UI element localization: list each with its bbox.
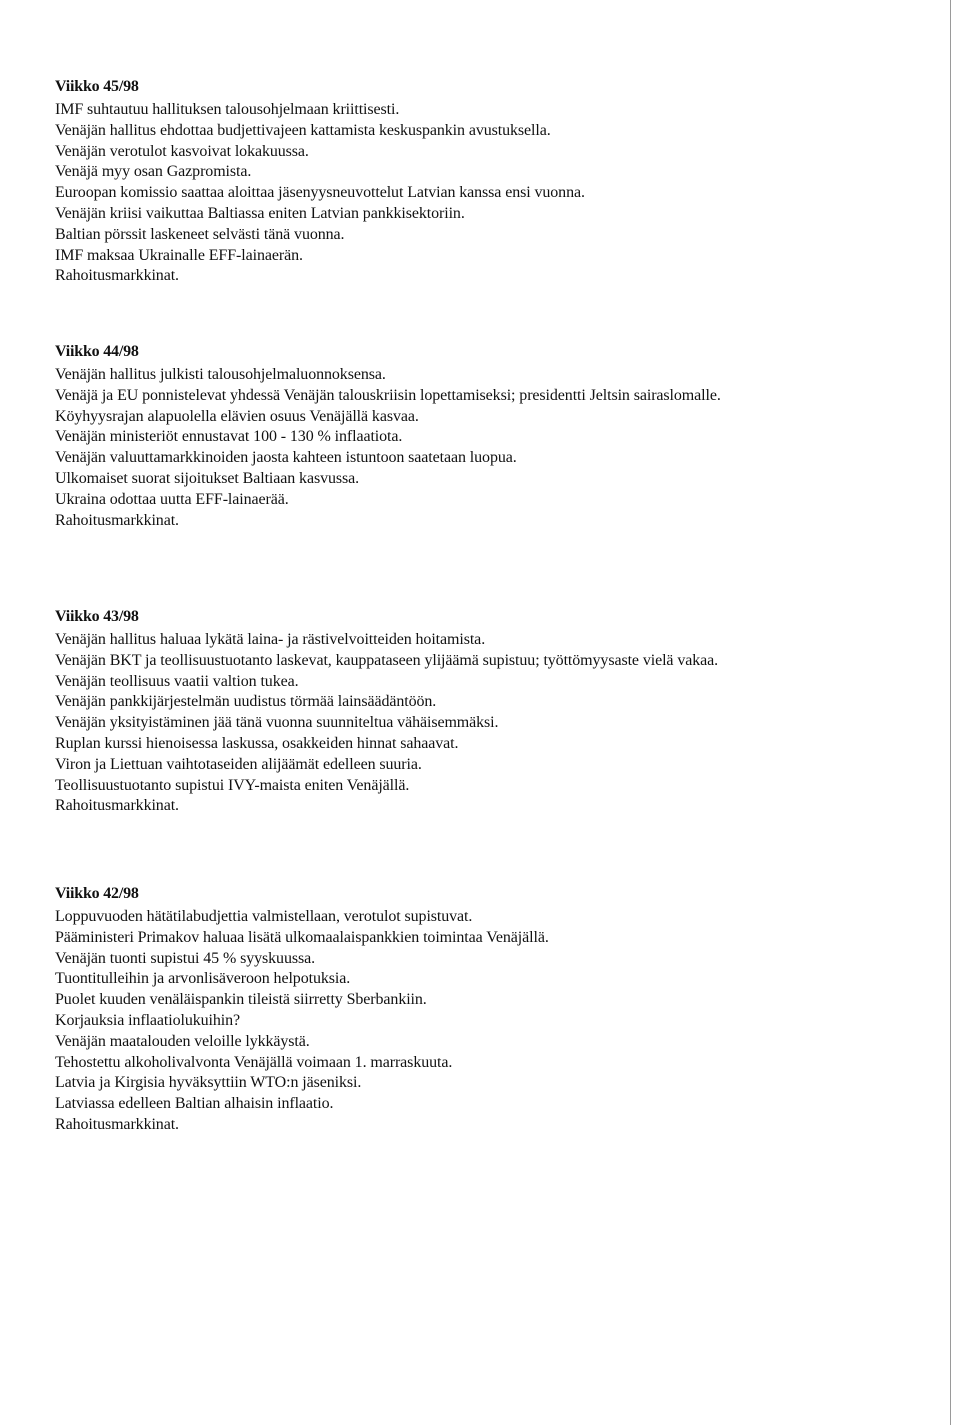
news-item: Loppuvuoden hätätilabudjettia valmistellaan, verotulot supistuvat. (55, 908, 473, 925)
section-title: Viikko 42/98 (55, 885, 139, 902)
news-item: Venäjän verotulot kasvoivat lokakuussa. (55, 142, 309, 160)
news-item: Tehostettu alkoholivalvonta Venäjällä voimaan 1. marraskuuta. (55, 1053, 453, 1071)
scan-edge-line (950, 0, 951, 1425)
news-item: Latviassa edelleen Baltian alhaisin inflaatio. (55, 1095, 334, 1113)
section-week-43 (55, 607, 835, 817)
news-item: Venäjän teollisuus vaatii valtion tukea. (55, 672, 299, 690)
news-item: Latvia ja Kirgisia hyväksyttiin WTO:n jäseniksi. (55, 1074, 362, 1092)
news-item: Venäjän pankkijärjestelmän uudistus törmää lainsäädäntöön. (55, 693, 437, 711)
news-item: Puolet kuuden venäläispankin tileistä siirretty Sberbankiin. (55, 991, 427, 1009)
news-item: Rahoitusmarkkinat. (55, 797, 179, 815)
news-item: IMF suhtautuu hallituksen talousohjelmaan kriittisesti. (55, 101, 400, 118)
news-item: Korjauksia inflaatiolukuihin? (55, 1011, 241, 1029)
section-title: Viikko 44/98 (55, 343, 139, 360)
news-item: Venäjän BKT ja teollisuustuotanto laskevat, kauppataseen ylijäämä supistuu; työttömyysaste vielä vakaa. (55, 651, 719, 669)
section-week-42 (55, 884, 835, 1136)
news-item: Köyhyysrajan alapuolella elävien osuus Venäjällä kasvaa. (55, 407, 419, 425)
news-item: Ulkomaiset suorat sijoitukset Baltiaan kasvussa. (55, 469, 360, 487)
news-item: Venäjän kriisi vaikuttaa Baltiassa eniten Latvian pankkisektoriin. (55, 204, 465, 222)
news-item: Tuontitulleihin ja arvonlisäveroon helpotuksia. (55, 970, 351, 988)
news-item: Venäjä myy osan Gazpromista. (55, 163, 252, 181)
news-item: Ruplan kurssi hienoisessa laskussa, osakkeiden hinnat sahaavat. (55, 734, 459, 752)
news-item: Baltian pörssit laskeneet selvästi tänä vuonna. (55, 225, 345, 243)
news-item: Venäjän hallitus ehdottaa budjettivajeen kattamista keskuspankin avustuksella. (55, 121, 551, 139)
news-item: Teollisuustuotanto supistui IVY-maista eniten Venäjällä. (55, 776, 410, 794)
news-item: IMF maksaa Ukrainalle EFF-lainaerän. (55, 246, 303, 264)
news-item: Ukraina odottaa uutta EFF-lainaerää. (55, 490, 289, 508)
news-item: Rahoitusmarkkinat. (55, 511, 179, 529)
news-item: Venäjän yksityistäminen jää tänä vuonna suunniteltua vähäisemmäksi. (55, 714, 499, 732)
news-item: Venäjän ministeriöt ennustavat 100 - 130 % inflaatiota. (55, 428, 403, 446)
news-item: Viron ja Liettuan vaihtotaseiden alijäämät edelleen suuria. (55, 755, 422, 773)
news-item: Venäjä ja EU ponnistelevat yhdessä Venäjän talouskriisin lopettamiseksi; presidentti Jeltsin sairaslomalle. (55, 386, 721, 404)
news-item: Rahoitusmarkkinat. (55, 1115, 179, 1133)
section-title: Viikko 45/98 (55, 78, 139, 95)
news-item: Venäjän tuonti supistui 45 % syyskuussa. (55, 949, 315, 967)
news-item: Pääministeri Primakov haluaa lisätä ulkomaalaispankkien toimintaa Venäjällä. (55, 928, 549, 946)
news-item: Venäjän hallitus julkisti talousohjelmaluonnoksensa. (55, 366, 386, 383)
news-item: Euroopan komissio saattaa aloittaa jäsenyysneuvottelut Latvian kanssa ensi vuonna. (55, 184, 585, 202)
section-week-45 (55, 77, 835, 287)
news-item: Venäjän hallitus haluaa lykätä laina- ja rästivelvoitteiden hoitamista. (55, 631, 486, 648)
news-item: Rahoitusmarkkinat. (55, 267, 179, 285)
news-item: Venäjän valuuttamarkkinoiden jaosta kahteen istuntoon saatetaan luopua. (55, 449, 517, 467)
news-item: Venäjän maatalouden veloille lykkäystä. (55, 1032, 310, 1050)
section-title: Viikko 43/98 (55, 608, 139, 625)
section-week-44 (55, 342, 835, 531)
